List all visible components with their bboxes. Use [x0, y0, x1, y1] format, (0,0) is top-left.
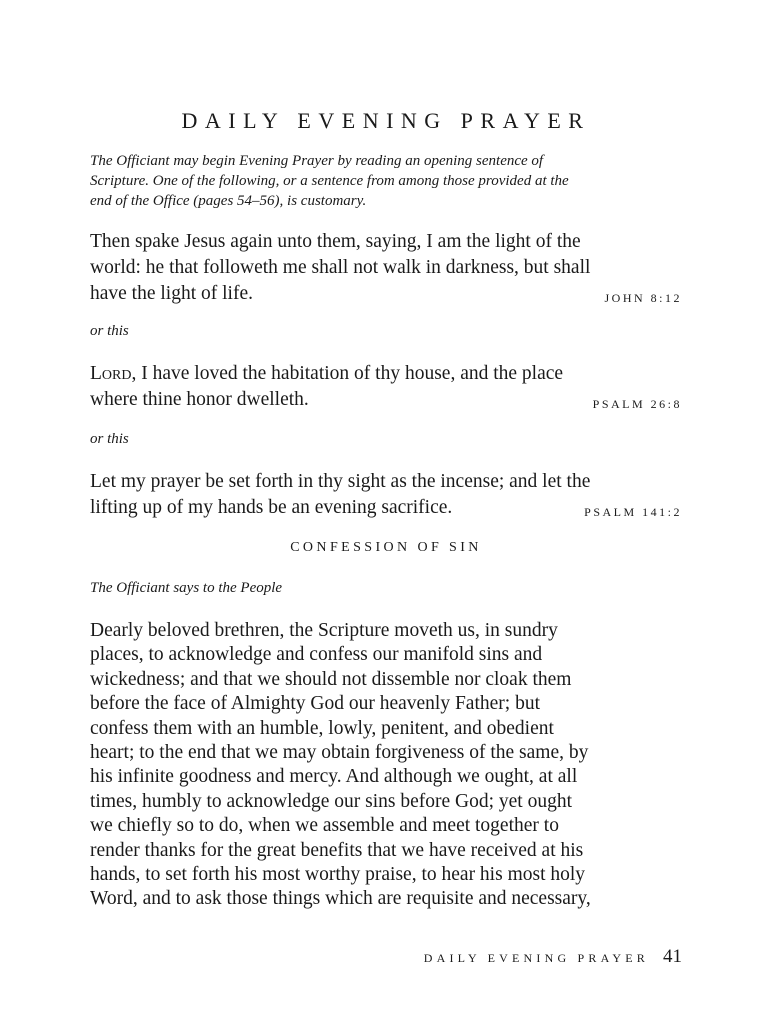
rubric-line: The Officiant may begin Evening Prayer by reading an opening sentence of — [90, 153, 544, 169]
opening-sentence-john — [90, 229, 682, 311]
scripture-citation: PSALM 26:8 — [592, 397, 682, 411]
exhortation-line: his infinite goodness and mercy. And although we ought, at all — [90, 766, 578, 788]
exhortation-line: we chiefly so to do, when we assemble and meet together to — [90, 815, 559, 837]
exhortation-line: wickedness; and that we should not dissemble nor cloak them — [90, 668, 572, 690]
exhortation-line: render thanks for the great benefits that we have received at his — [90, 839, 584, 861]
sentence-line-text: where thine honor dwelleth. — [90, 389, 309, 410]
sentence-last-line — [90, 387, 682, 413]
exhortation-line: heart; to the end that we may obtain forgiveness of the same, by — [90, 742, 589, 764]
scripture-citation: JOHN 8:12 — [604, 291, 682, 305]
exhortation-line: times, humbly to acknowledge our sins before God; yet ought — [90, 790, 572, 812]
sentence-line: Let my prayer be set forth in thy sight as the incense; and let the — [90, 471, 591, 492]
exhortation-line: Dearly beloved brethren, the Scripture moveth us, in sundry — [90, 620, 558, 641]
sentence-line: world: he that followeth me shall not walk in darkness, but shall — [90, 257, 591, 278]
exhortation-line: Word, and to ask those things which are requisite and necessary, — [90, 888, 591, 910]
or-this-rubric: or this — [90, 431, 129, 447]
exhortation-text — [90, 619, 682, 912]
page-title: DAILY EVENING PRAYER — [181, 108, 591, 133]
sentence-last-line — [90, 281, 682, 307]
scripture-citation: PSALM 141:2 — [584, 505, 682, 519]
sentence-last-line — [90, 495, 682, 521]
page-footer — [90, 946, 682, 969]
rubric-line: Scripture. One of the following, or a sentence from among those provided at the — [90, 173, 569, 189]
running-title: DAILY EVENING PRAYER — [423, 951, 649, 965]
sentence-line-text: have the light of life. — [90, 283, 253, 304]
exhortation-line: places, to acknowledge and confess our manifold sins and — [90, 644, 543, 666]
sentence-line: Then spake Jesus again unto them, saying, I am the light of the — [90, 231, 581, 252]
page-number: 41 — [663, 946, 682, 967]
section-heading: CONFESSION OF SIN — [290, 540, 482, 555]
rubric-line: end of the Office (pages 54–56), is customary. — [90, 193, 367, 209]
book-page — [90, 0, 682, 1024]
exhortation-line: before the face of Almighty God our heavenly Father; but — [90, 693, 540, 715]
sentence-line-text: , I have loved the habitation of thy house, and the place — [131, 363, 564, 384]
opening-sentence-psalm-26 — [90, 361, 682, 417]
sentence-line-text: lifting up of my hands be an evening sacrifice. — [90, 497, 453, 518]
or-this-rubric: or this — [90, 323, 129, 339]
people-rubric: The Officiant says to the People — [90, 580, 283, 596]
lord-smallcaps: Lord — [90, 363, 132, 384]
intro-rubric — [90, 151, 682, 211]
opening-sentence-psalm-141 — [90, 469, 682, 525]
exhortation-line: hands, to set forth his most worthy praise, to hear his most holy — [90, 864, 586, 886]
exhortation-line: confess them with an humble, lowly, penitent, and obedient — [90, 717, 554, 739]
sentence-line — [90, 361, 682, 387]
